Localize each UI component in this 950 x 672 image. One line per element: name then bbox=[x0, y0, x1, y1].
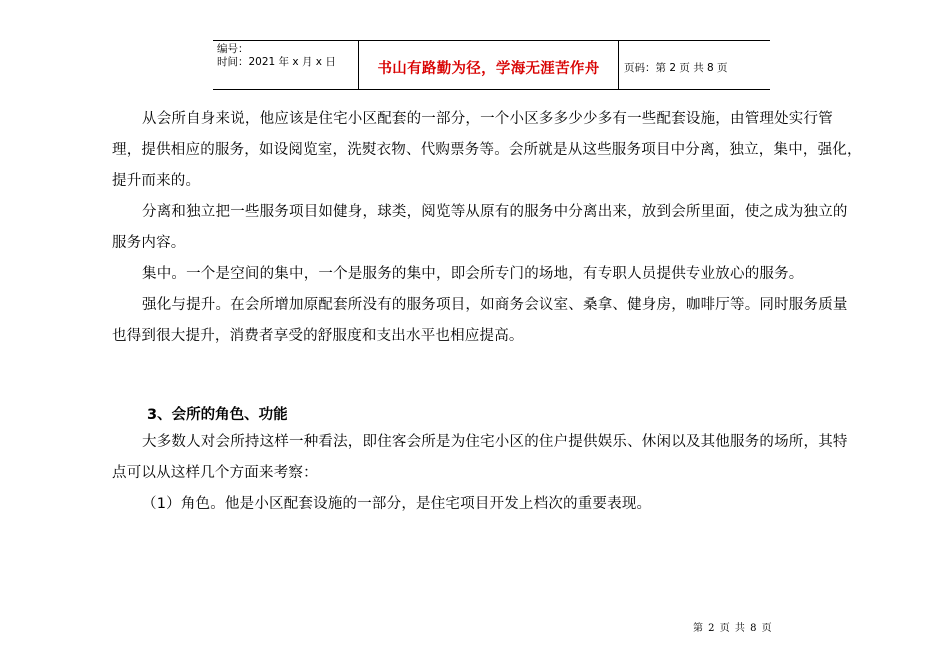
paragraph-2: 分离和独立把一些服务项目如健身，球类，阅览等从原有的服务中分离出来，放到会所里面，使之成为独立的服务内容。 bbox=[112, 204, 848, 251]
header-number-label: 编号： bbox=[217, 43, 249, 55]
paragraph-1: 从会所自身来说，他应该是住宅小区配套的一部分，一个小区多多少少多有一些配套设施，由管理处实行管理，提供相应的服务，如设阅览室，洗熨衣物、代购票务等。会所就是从这些服务项目中分离，独立，集中，强化，提升而来的。 bbox=[112, 111, 862, 189]
header-page-info: 页码：第 2 页 共 8 页 bbox=[624, 62, 728, 74]
body-section-1 bbox=[112, 104, 862, 352]
header-motto: 书山有路勤为径，学海无涯苦作舟 bbox=[377, 61, 600, 77]
header-meta bbox=[217, 43, 336, 69]
paragraph-5: 大多数人对会所持这样一种看法，即住客会所是为住宅小区的住户提供娱乐、休闲以及其他服务的场所，其特点可以从这样几个方面来考察： bbox=[112, 434, 848, 481]
header-time-label: 时间：2021 年 x 月 x 日 bbox=[217, 56, 336, 68]
paragraph-4: 强化与提升。在会所增加原配套所没有的服务项目，如商务会议室、桑拿、健身房，咖啡厅等。同时服务质量也得到很大提升，消费者享受的舒服度和支出水平也相应提高。 bbox=[112, 297, 848, 344]
page-footer: 第 2 页 共 8 页 bbox=[693, 623, 773, 634]
paragraph-3: 集中。一个是空间的集中，一个是服务的集中，即会所专门的场地，有专职人员提供专业放心的服务。 bbox=[142, 266, 804, 282]
paragraph-6: （1）角色。他是小区配套设施的一部分，是住宅项目开发上档次的重要表现。 bbox=[142, 496, 652, 512]
section-heading: 3、会所的角色、功能 bbox=[147, 407, 288, 423]
body-section-2 bbox=[112, 427, 862, 520]
page-header bbox=[213, 40, 770, 90]
header-divider-right bbox=[618, 41, 619, 89]
